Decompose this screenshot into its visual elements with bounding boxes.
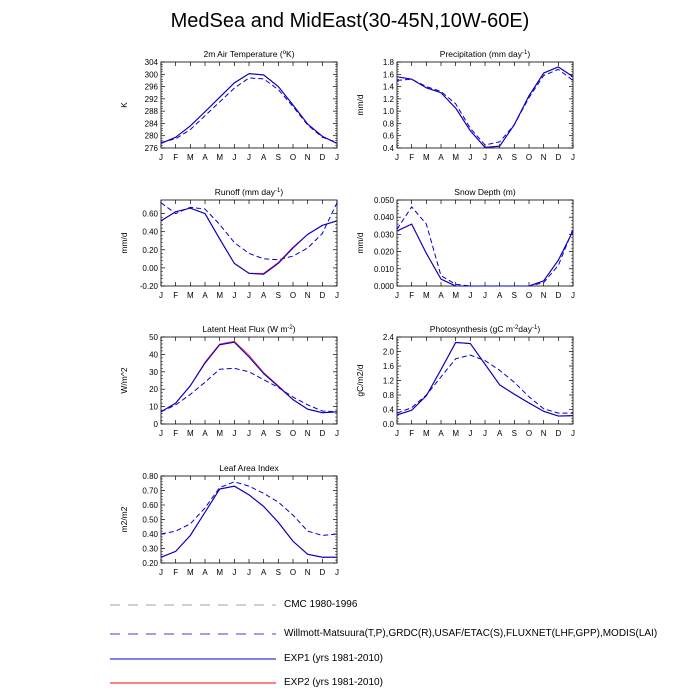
x-tick-label: M: [186, 429, 194, 438]
x-tick-label: S: [275, 153, 282, 162]
x-tick-label: J: [335, 429, 339, 438]
x-tick-label: F: [409, 153, 415, 162]
x-tick-label: D: [319, 429, 326, 438]
y-tick-label: 50: [149, 333, 158, 342]
series-line-0: [161, 482, 337, 536]
x-tick-label: J: [335, 568, 339, 577]
x-tick-label: A: [496, 291, 503, 300]
x-tick-label: O: [289, 429, 297, 438]
series-line-0: [161, 203, 337, 260]
x-tick-label: D: [555, 429, 562, 438]
y-tick-label: 0.60: [142, 501, 158, 510]
x-tick-label: J: [335, 291, 339, 300]
y-axis-label: m2/m2: [119, 506, 129, 533]
x-tick-label: S: [511, 153, 518, 162]
x-tick-label: J: [468, 291, 473, 300]
chart-panel-5: [355, 324, 575, 438]
x-tick-label: F: [173, 429, 179, 438]
x-tick-label: N: [540, 291, 547, 300]
panel-title: 2m Air Temperature ($^o$K): [203, 49, 295, 59]
y-tick-label: 1.2: [382, 376, 394, 386]
x-tick-label: O: [289, 153, 297, 162]
x-tick-label: D: [319, 153, 326, 162]
panel-title: Precipitation (mm day$^{-1}$): [439, 49, 531, 59]
panel-title: Leaf Area Index: [219, 463, 279, 473]
x-tick-label: J: [571, 153, 575, 162]
y-tick-label: 10: [149, 402, 158, 412]
y-tick-label: 0.70: [142, 486, 158, 496]
series-line-2: [397, 67, 573, 147]
plot-frame: [397, 337, 573, 424]
x-tick-label: M: [452, 153, 460, 162]
panel-title: Latent Heat Flux (W $m^{-2}$): [202, 324, 296, 334]
x-tick-label: J: [395, 291, 399, 300]
legend-label-exp2: EXP2 (yrs 1981-2010): [284, 677, 383, 688]
legend-swatch-obs: [108, 627, 278, 641]
x-tick-label: J: [247, 153, 251, 162]
x-tick-label: A: [260, 429, 267, 438]
x-tick-label: J: [395, 153, 399, 162]
x-tick-label: J: [335, 153, 339, 162]
y-axis-label: mm/d: [119, 232, 129, 254]
y-tick-label: 0.000: [373, 282, 394, 291]
x-tick-label: J: [483, 153, 487, 162]
x-tick-label: A: [202, 568, 208, 577]
y-tick-label: 0.8: [382, 119, 394, 129]
panel-title: Photosynthesis (gC $m^{-2}day^{-1}$): [429, 324, 541, 334]
y-tick-label: 300: [144, 70, 158, 80]
legend-entry-exp1: [108, 652, 688, 666]
x-tick-label: D: [319, 568, 326, 577]
x-tick-label: M: [186, 291, 194, 300]
y-tick-label: 30: [149, 367, 158, 377]
x-tick-label: S: [511, 291, 518, 300]
x-tick-label: A: [438, 291, 444, 300]
legend-swatch-cmc: [108, 598, 278, 612]
x-tick-label: J: [159, 568, 163, 577]
x-tick-label: F: [409, 291, 415, 300]
y-tick-label: 1.4: [382, 82, 394, 92]
x-tick-label: N: [304, 291, 311, 300]
chart-panel-0: [119, 49, 339, 162]
x-tick-label: M: [186, 568, 194, 577]
y-tick-label: 0.20: [142, 559, 158, 568]
x-tick-label: J: [571, 429, 575, 438]
x-tick-label: J: [159, 153, 163, 162]
figure-title: MedSea and MidEast(30-45N,10W-60E): [170, 10, 530, 32]
y-tick-label: 0.4: [382, 144, 394, 153]
series-line-0: [397, 69, 573, 145]
x-tick-label: A: [202, 429, 208, 438]
x-tick-label: J: [483, 291, 487, 300]
x-tick-label: J: [468, 429, 473, 438]
x-tick-label: J: [232, 291, 237, 300]
x-tick-label: M: [216, 291, 224, 300]
x-tick-label: O: [289, 291, 297, 300]
x-tick-label: F: [173, 291, 179, 300]
plot-frame: [161, 476, 337, 563]
panel-title: Runoff (mm day$^{-1}$): [214, 187, 284, 197]
y-tick-label: 0.6: [382, 131, 394, 141]
y-tick-label: 0.40: [142, 227, 158, 237]
series-line-1: [397, 224, 573, 286]
x-tick-label: A: [260, 568, 267, 577]
series-line-1: [161, 74, 337, 144]
series-line-2: [161, 341, 337, 412]
plot-frame: [397, 200, 573, 286]
y-tick-label: 304: [144, 58, 158, 67]
x-tick-label: A: [260, 291, 267, 300]
x-tick-label: D: [555, 291, 562, 300]
y-tick-label: 1.2: [382, 94, 394, 104]
x-tick-label: M: [216, 153, 224, 162]
series-line-1: [161, 342, 337, 412]
x-tick-label: J: [468, 153, 473, 162]
y-tick-label: 2.0: [382, 347, 394, 357]
y-tick-label: 0.50: [142, 515, 158, 525]
x-tick-label: J: [395, 429, 399, 438]
x-tick-label: S: [511, 429, 518, 438]
legend-entry-exp2: [108, 676, 688, 690]
x-tick-label: J: [232, 153, 237, 162]
y-tick-label: 0.4: [382, 405, 394, 415]
y-tick-label: 292: [144, 94, 158, 104]
x-tick-label: N: [304, 153, 311, 162]
y-tick-label: 1.6: [382, 362, 394, 371]
legend-entry-cmc: [108, 598, 688, 612]
y-tick-label: 0.40: [142, 530, 158, 539]
x-tick-label: F: [173, 568, 179, 577]
y-tick-label: 0.030: [373, 230, 394, 240]
x-tick-label: S: [275, 568, 282, 577]
y-tick-label: 0.80: [142, 472, 158, 481]
x-tick-label: S: [275, 429, 282, 438]
x-tick-label: O: [525, 153, 533, 162]
x-tick-label: M: [422, 153, 430, 162]
series-line-2: [397, 342, 573, 416]
y-axis-label: mm/d: [355, 94, 365, 116]
y-tick-label: 0.00: [142, 263, 158, 273]
y-axis-label: mm/d: [355, 232, 365, 254]
x-tick-label: J: [247, 568, 251, 577]
x-tick-label: J: [159, 429, 163, 438]
x-tick-label: O: [525, 291, 533, 300]
y-axis-label: W/m^2: [119, 367, 129, 394]
legend-swatch-exp1: [108, 652, 278, 666]
x-tick-label: M: [216, 429, 224, 438]
x-tick-label: A: [202, 153, 208, 162]
y-tick-label: 0.30: [142, 544, 158, 554]
y-tick-label: 1.8: [382, 58, 394, 67]
legend-label-obs: Willmott-Matsuura(T,P),GRDC(R),USAF/ETAC(S),FLUXNET(LHF,GPP),MODIS(LAI): [284, 628, 658, 639]
x-tick-label: N: [304, 429, 311, 438]
y-tick-label: 0.8: [382, 391, 394, 400]
x-tick-label: A: [496, 429, 503, 438]
x-tick-label: O: [289, 568, 297, 577]
y-tick-label: 20: [149, 385, 158, 395]
x-tick-label: N: [540, 153, 547, 162]
y-tick-label: 276: [144, 144, 158, 153]
plot-frame: [161, 337, 337, 424]
x-tick-label: A: [438, 429, 444, 438]
x-tick-label: M: [422, 429, 430, 438]
x-tick-label: M: [452, 429, 460, 438]
x-tick-label: M: [452, 291, 460, 300]
y-tick-label: 280: [144, 131, 158, 141]
series-line-1: [161, 208, 337, 274]
x-tick-label: S: [275, 291, 282, 300]
plot-frame: [397, 62, 573, 148]
y-tick-label: 0.0: [382, 420, 394, 429]
x-tick-label: M: [422, 291, 430, 300]
series-line-0: [161, 368, 337, 412]
y-tick-label: 0.020: [373, 247, 394, 257]
y-tick-label: 288: [144, 107, 158, 117]
legend-label-exp1: EXP1 (yrs 1981-2010): [284, 653, 383, 664]
y-tick-label: 0.050: [373, 196, 394, 205]
y-tick-label: -0.20: [139, 282, 158, 291]
x-tick-label: J: [232, 568, 237, 577]
legend-swatch-exp2: [108, 676, 278, 690]
chart-panel-6: [119, 463, 339, 577]
plot-frame: [161, 62, 337, 148]
x-tick-label: J: [247, 291, 251, 300]
x-tick-label: N: [304, 568, 311, 577]
y-axis-label: K: [119, 102, 129, 108]
x-tick-label: J: [571, 291, 575, 300]
x-tick-label: F: [409, 429, 415, 438]
x-tick-label: F: [173, 153, 179, 162]
y-tick-label: 1.6: [382, 70, 394, 80]
x-tick-label: J: [247, 429, 251, 438]
x-tick-label: N: [540, 429, 547, 438]
legend-entry-obs: [108, 627, 688, 641]
series-line-1: [161, 486, 337, 557]
series-line-2: [161, 208, 337, 273]
x-tick-label: A: [202, 291, 208, 300]
y-tick-label: 284: [144, 119, 158, 129]
x-tick-label: J: [159, 291, 163, 300]
x-tick-label: M: [186, 153, 194, 162]
x-tick-label: J: [232, 429, 237, 438]
x-tick-label: D: [555, 153, 562, 162]
chart-panel-3: [355, 187, 575, 300]
y-tick-label: 2.4: [382, 333, 394, 342]
x-tick-label: M: [216, 568, 224, 577]
y-tick-label: 0.040: [373, 213, 394, 223]
x-tick-label: A: [260, 153, 267, 162]
y-tick-label: 0.20: [142, 245, 158, 255]
x-tick-label: D: [319, 291, 326, 300]
panel-title: Snow Depth (m): [454, 187, 516, 197]
series-line-1: [397, 67, 573, 147]
x-tick-label: J: [483, 429, 487, 438]
chart-panel-4: [119, 324, 339, 438]
series-line-2: [161, 486, 337, 557]
series-line-1: [397, 342, 573, 416]
legend-label-cmc: CMC 1980-1996: [284, 599, 358, 610]
x-tick-label: O: [525, 429, 533, 438]
y-tick-label: 40: [149, 350, 158, 360]
y-tick-label: 1.0: [382, 107, 394, 117]
y-tick-label: 0.010: [373, 264, 394, 274]
y-tick-label: 0: [153, 420, 158, 429]
series-line-0: [161, 78, 337, 143]
x-tick-label: A: [496, 153, 503, 162]
y-tick-label: 0.60: [142, 209, 158, 219]
series-line-2: [161, 74, 337, 144]
chart-panel-2: [119, 187, 339, 300]
chart-panel-1: [355, 49, 575, 162]
x-tick-label: A: [438, 153, 444, 162]
y-tick-label: 296: [144, 82, 158, 92]
y-axis-label: gC/m2/d: [355, 364, 365, 397]
